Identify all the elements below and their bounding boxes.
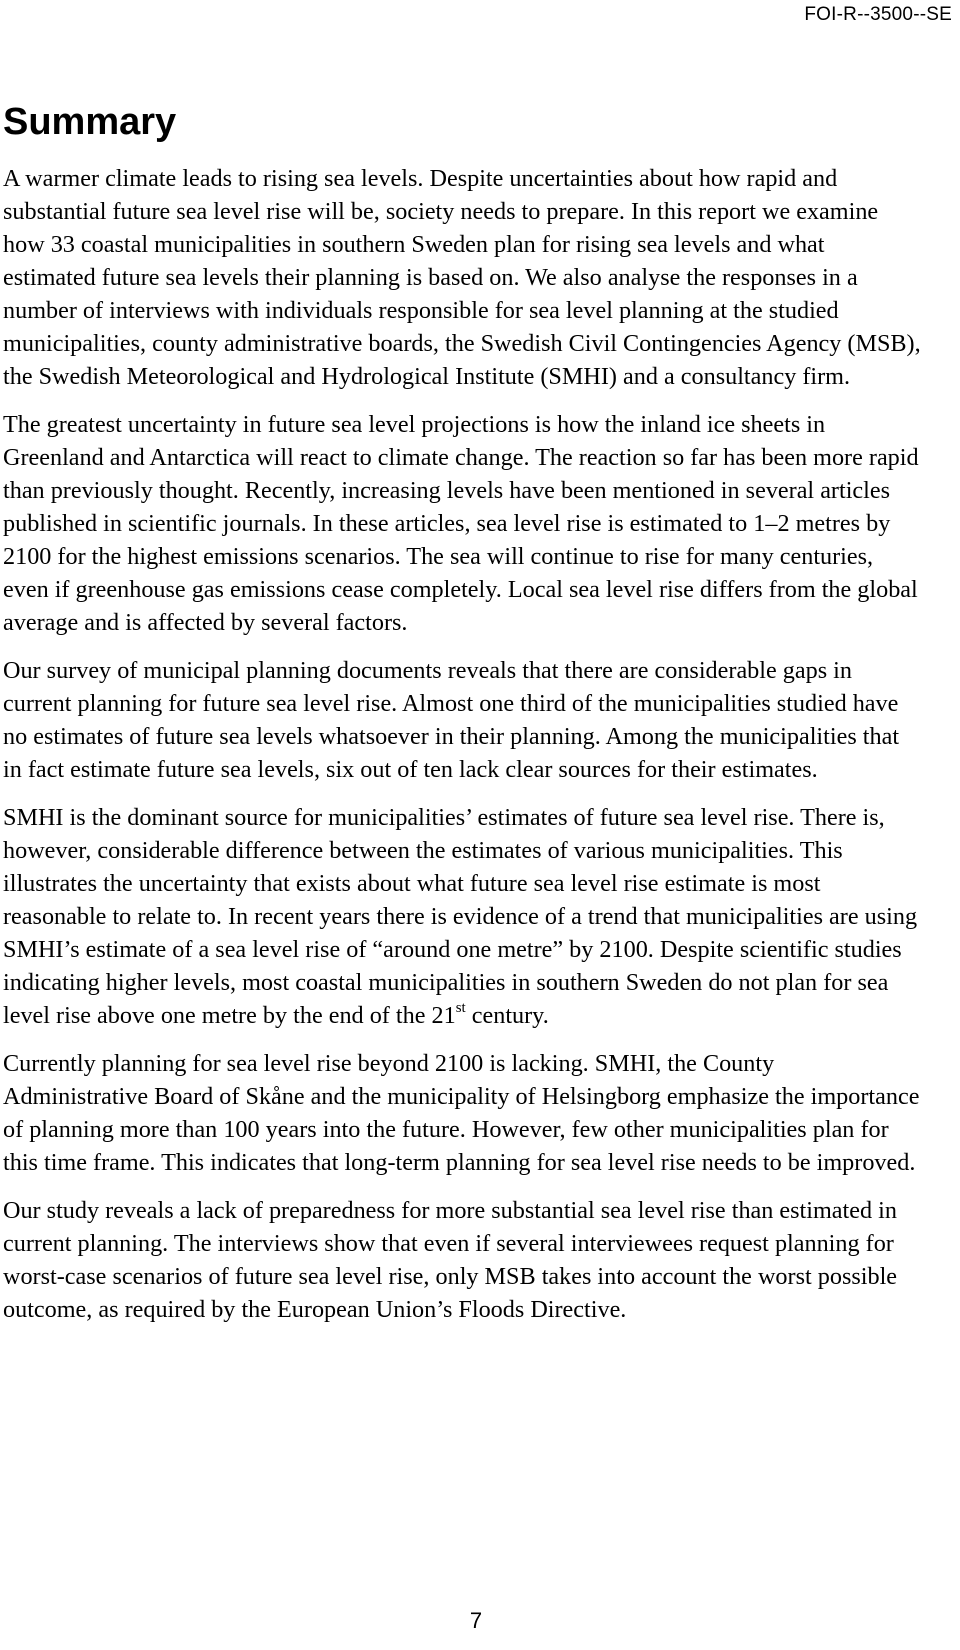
paragraph-survey: Our survey of municipal planning documents reveals that there are considerable gaps in current planning for future sea level rise. Almost one third of the municipalities studied have no estimates of future sea levels whatsoever in their planning. Among the municipalities that in fact estimate future sea levels, six out of ten lack clear sources for their estimates. xyxy=(3,657,900,783)
paragraph-smhi-tail: century. xyxy=(465,1002,549,1029)
page-number: 7 xyxy=(469,1608,483,1633)
paragraph-smhi-text: SMHI is the dominant source for municipalities’ estimates of future sea level rise. There is, however, considerable difference between the estimates of various municipalities. This illustrates the uncertainty that exists about what future sea level rise estimate is most reasonable to relate to. In recent years there is evidence of a trend that municipalities are using SMHI’s estimate of a sea level rise of “around one metre” by 2100. Despite scientific studies indicating higher levels, most coastal municipalities in southern Sweden do not plan for sea level rise above one metre by the end of the 21 xyxy=(3,804,918,1029)
paragraph-preparedness: Our study reveals a lack of preparedness for more substantial sea level rise than estimated in current planning. The interviews show that even if several interviewees request planning for worst-case scenarios of future sea level rise, only MSB takes into account the worst possible outcome, as required by the European Union’s Floods Directive. xyxy=(3,1197,898,1323)
report-id: FOI-R--3500--SE xyxy=(804,4,952,25)
section-heading: Summary xyxy=(3,101,177,143)
paragraph-intro: A warmer climate leads to rising sea levels. Despite uncertainties about how rapid and substantial future sea level rise will be, society needs to prepare. In this report we examine how 33 coastal municipalities in southern Sweden plan for rising sea levels and what estimated future sea levels their planning is based on. We also analyse the responses in a number of interviews with individuals responsible for sea level planning at the studied municipalities, county administrative boards, the Swedish Civil Contingencies Agency (MSB), the Swedish Meteorological and Hydrological Institute (SMHI) and a consultancy firm. xyxy=(3,165,921,390)
paragraph-smhi xyxy=(3,801,923,1032)
ordinal-suffix: st xyxy=(455,999,466,1016)
summary-section xyxy=(3,96,923,1341)
paragraph-uncertainty: The greatest uncertainty in future sea level projections is how the inland ice sheets in Greenland and Antarctica will react to climate change. The reaction so far has been more rapid than previously thought. Recently, increasing levels have been mentioned in several articles published in scientific journals. In these articles, sea level rise is estimated to 1–2 metres by 2100 for the highest emissions scenarios. The sea will continue to rise for many centuries, even if greenhouse gas emissions cease completely. Local sea level rise differs from the global average and is affected by several factors. xyxy=(3,411,919,636)
paragraph-beyond-2100: Currently planning for sea level rise beyond 2100 is lacking. SMHI, the County Administrative Board of Skåne and the municipality of Helsingborg emphasize the importance of planning more than 100 years into the future. However, few other municipalities plan for this time frame. This indicates that long-term planning for sea level rise needs to be improved. xyxy=(3,1050,920,1176)
